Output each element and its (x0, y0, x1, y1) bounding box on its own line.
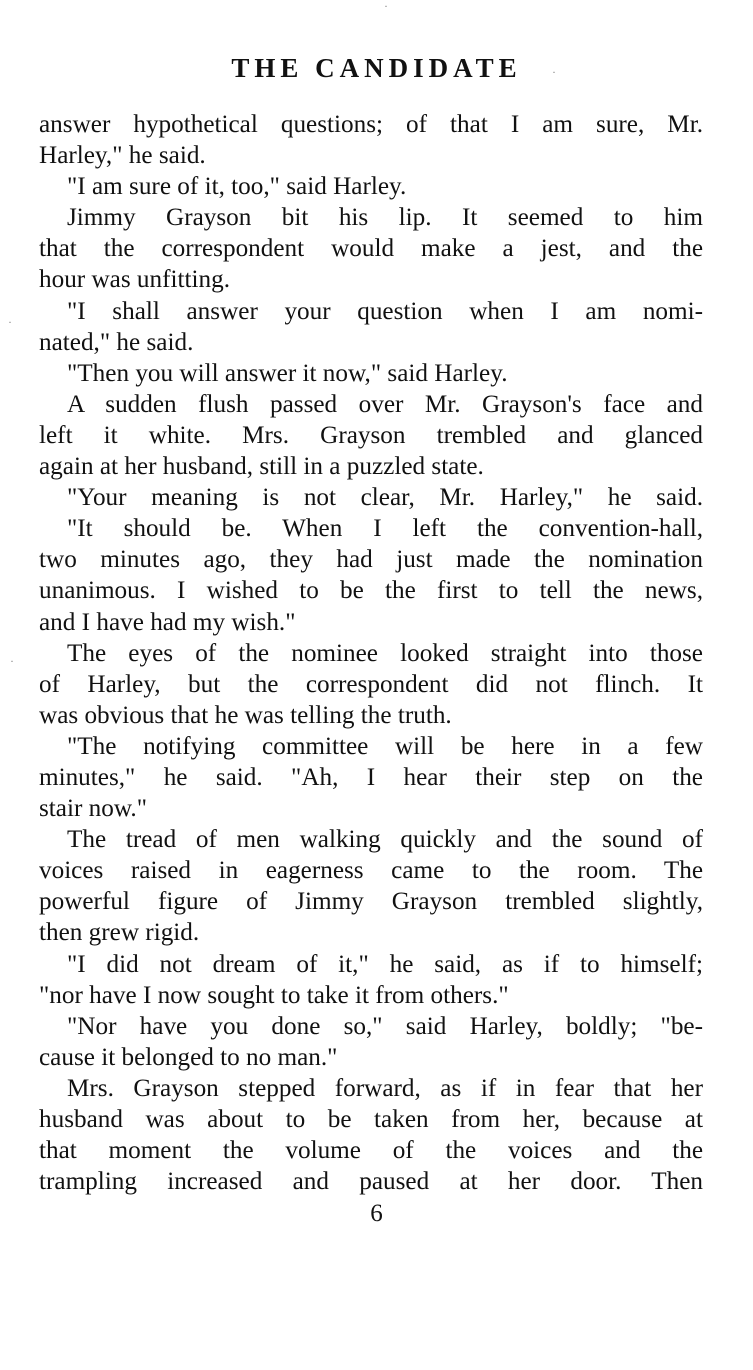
text-line: minutes," he said. "Ah, I hear their step on the (39, 763, 703, 791)
text-line: that the correspondent would make a jest, and the (39, 235, 703, 263)
text-line: "Nor have you done so," said Harley, boldly; "be- (67, 1012, 703, 1040)
text-line: voices raised in eagerness came to the room. The (39, 857, 703, 885)
text-line: The eyes of the nominee looked straight into those (67, 639, 703, 667)
text-line: Jimmy Grayson bit his lip. It seemed to him (67, 204, 703, 232)
text-line: was obvious that he was telling the truth. (39, 701, 452, 729)
text-line: left it white. Mrs. Grayson trembled and glanced (39, 421, 703, 449)
text-line: A sudden flush passed over Mr. Grayson's face and (67, 390, 703, 418)
text-line: "It should be. When I left the convention-hall, (67, 515, 703, 543)
text-line: "Your meaning is not clear, Mr. Harley," he said. (67, 484, 703, 512)
text-line: "The notifying committee will be here in a few (67, 732, 703, 760)
text-line: two minutes ago, they had just made the nomination (39, 546, 703, 574)
text-line: unanimous. I wished to be the first to tell the news, (39, 577, 703, 605)
text-line: "I did not dream of it," he said, as if to himself; (67, 950, 703, 978)
scan-speck: · (10, 654, 14, 668)
text-line: stair now." (39, 795, 147, 823)
text-line: of Harley, but the correspondent did not flinch. It (39, 670, 703, 698)
scan-speck: · (384, 0, 388, 13)
text-line: that moment the volume of the voices and the (39, 1137, 703, 1165)
text-line: powerful figure of Jimmy Grayson trembled slightly, (39, 888, 703, 916)
text-line: trampling increased and paused at her door. Then (39, 1168, 703, 1196)
running-head: THE CANDIDATE (231, 53, 522, 83)
text-line: then grew rigid. (39, 919, 200, 947)
text-line: "I shall answer your question when I am nomi- (67, 297, 703, 325)
text-line: The tread of men walking quickly and the sound of (67, 826, 703, 854)
text-line: "Then you will answer it now," said Harley. (67, 359, 508, 387)
text-line: "nor have I now sought to take it from others." (39, 981, 509, 1009)
text-line: Harley," he said. (39, 142, 206, 170)
scan-speck: · (8, 315, 12, 329)
text-line: and I have had my wish." (39, 608, 296, 636)
text-line: hour was unfitting. (39, 266, 230, 294)
text-line: cause it belonged to no man." (39, 1043, 338, 1071)
body-text (39, 109, 703, 1197)
text-line: Mrs. Grayson stepped forward, as if in fear that her (67, 1074, 703, 1102)
text-line: nated," he said. (39, 328, 194, 356)
text-line: again at her husband, still in a puzzled state. (39, 453, 484, 481)
text-line: husband was about to be taken from her, because at (39, 1106, 703, 1133)
text-line: answer hypothetical questions; of that I am sure, Mr. (39, 111, 703, 138)
page-number: 6 (370, 1200, 383, 1227)
scan-speck: · (552, 65, 556, 79)
text-line: "I am sure of it, too," said Harley. (67, 173, 407, 201)
